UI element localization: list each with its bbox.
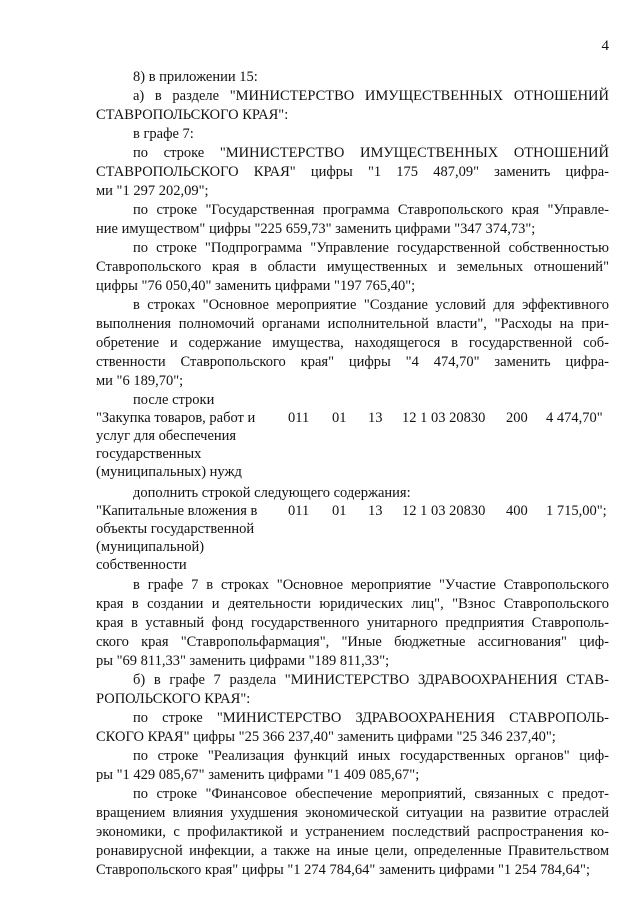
table-cell-ministry: 011 <box>288 503 310 519</box>
text-line: Ставропольского края в области имущественных и земельных отношений" <box>96 259 609 275</box>
text-line: экономики, с профилактикой и устранением последствий распространения ко- <box>96 824 609 840</box>
text-line: ры "69 811,33" заменить цифрами "189 811,33"; <box>96 653 390 669</box>
page-number: 4 <box>601 38 609 54</box>
table-cell-subsection: 13 <box>368 503 383 519</box>
text-line: СТАВРОПОЛЬСКОГО КРАЯ" цифры "1 175 487,09" заменить цифра- <box>96 164 609 180</box>
table-cell-subsection: 13 <box>368 410 383 426</box>
text-line: ние имуществом" цифры "225 659,73" заменить цифрами "347 374,73"; <box>96 221 536 237</box>
text-line: края в уставный фонд государственного унитарного предприятия Ставрополь- <box>96 615 609 631</box>
text-line: выполнения полномочий органами исполнительной власти", "Расходы на при- <box>96 316 609 332</box>
table-cell-expense-type: 400 <box>506 503 528 519</box>
text-line: СКОГО КРАЯ" цифры "25 366 237,40" заменить цифрами "25 346 237,40"; <box>96 729 556 745</box>
text-line: по строке "МИНИСТЕРСТВО ИМУЩЕСТВЕННЫХ ОТНОШЕНИЙ <box>133 145 609 161</box>
text-line: ры "1 429 085,67" заменить цифрами "1 409 085,67"; <box>96 767 420 783</box>
text-line: в строках "Основное мероприятие "Создание условий для эффективного <box>133 297 609 313</box>
text-line: СТАВРОПОЛЬСКОГО КРАЯ": <box>96 107 289 123</box>
text-line: в графе 7 в строках "Основное мероприятие "Участие Ставропольского <box>133 577 609 593</box>
text-line: по строке "Финансовое обеспечение мероприятий, связанных с предот- <box>133 786 609 802</box>
text-line: ми "1 297 202,09"; <box>96 183 209 199</box>
text-line: РОПОЛЬСКОГО КРАЯ": <box>96 691 251 707</box>
text-line: а) в разделе "МИНИСТЕРСТВО ИМУЩЕСТВЕННЫХ ОТНОШЕНИЙ <box>133 88 609 104</box>
text-line: дополнить строкой следующего содержания: <box>133 485 411 501</box>
table-cell-amount: 1 715,00"; <box>546 503 607 519</box>
table-cell-ministry: 011 <box>288 410 310 426</box>
text-line: края в создании и деятельности юридических лиц", "Взнос Ставропольского <box>96 596 609 612</box>
text-line: ронавирусной инфекции, а также на иные цели, определенные Правительством <box>96 843 609 859</box>
text-line: по строке "Реализация функций иных государственных органов" циф- <box>133 748 609 764</box>
text-line: по строке "Подпрограмма "Управление государственной собственностью <box>133 240 609 256</box>
text-line: по строке "МИНИСТЕРСТВО ЗДРАВООХРАНЕНИЯ СТАВРОПОЛЬ- <box>133 710 609 726</box>
text-line: ского края "Ставропольфармация", "Иные бюджетные ассигнования" циф- <box>96 634 609 650</box>
text-line: обретение и содержание имущества, находящегося в государственной соб- <box>96 335 609 351</box>
text-line: Ставропольского края" цифры "1 274 784,64" заменить цифрами "1 254 784,64"; <box>96 862 590 878</box>
text-line: 8) в приложении 15: <box>133 69 258 85</box>
table-cell-section: 01 <box>332 503 347 519</box>
table-cell-section: 01 <box>332 410 347 426</box>
table-cell-description: "Капитальные вложения в объекты государственной (муниципальной) собственности <box>96 503 258 573</box>
text-line: после строки <box>133 392 215 408</box>
table-cell-amount: 4 474,70" <box>546 410 603 426</box>
table-cell-target-article: 12 1 03 20830 <box>402 503 486 519</box>
table-cell-target-article: 12 1 03 20830 <box>402 410 486 426</box>
table-cell-description: "Закупка товаров, работ и услуг для обеспечения государственных (муниципальных) нужд <box>96 410 256 480</box>
text-line: ми "6 189,70"; <box>96 373 184 389</box>
text-line: цифры "76 050,40" заменить цифрами "197 765,40"; <box>96 278 416 294</box>
text-line: вращением влияния ухудшения экономической ситуации на развитие отраслей <box>96 805 609 821</box>
table-cell-expense-type: 200 <box>506 410 528 426</box>
text-line: б) в графе 7 раздела "МИНИСТЕРСТВО ЗДРАВООХРАНЕНИЯ СТАВ- <box>133 672 609 688</box>
text-line: в графе 7: <box>133 126 194 142</box>
text-line: ственности Ставропольского края" цифры "4 474,70" заменить цифра- <box>96 354 609 370</box>
text-line: по строке "Государственная программа Ставропольского края "Управле- <box>133 202 609 218</box>
